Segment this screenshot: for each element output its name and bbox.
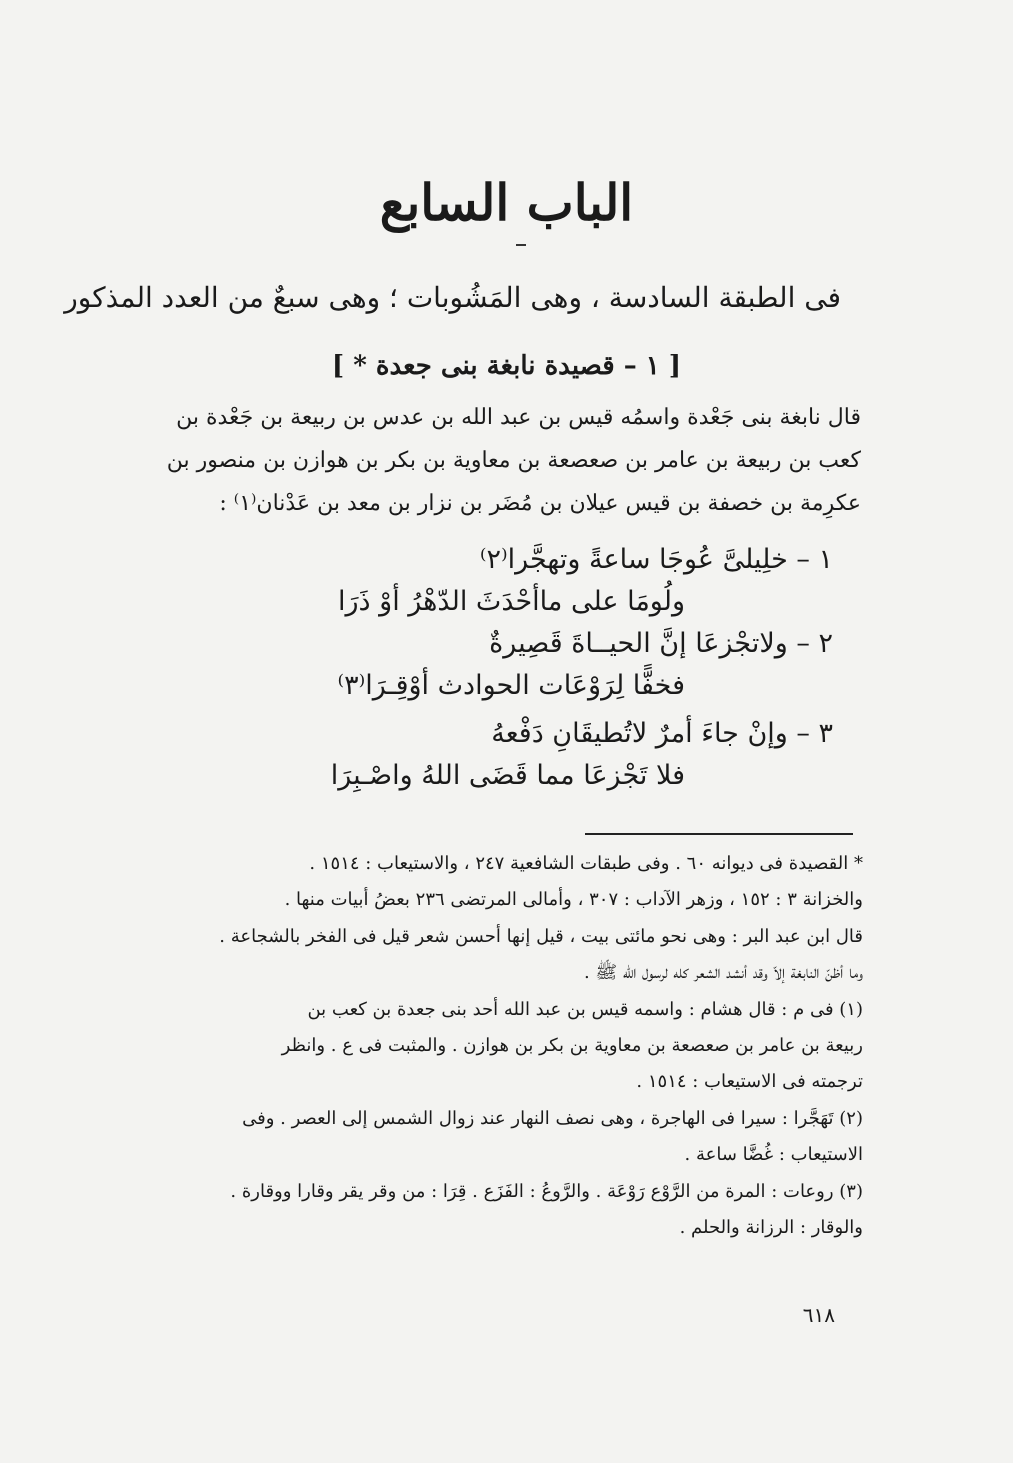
footnote-line: الاستيعاب : غُضَّا ساعة .	[684, 1144, 863, 1166]
verse-1-first-hemistich: ١ – خلِيلىَّ عُوجَا ساعةً وتهجَّرا⁽٢⁾	[479, 544, 833, 575]
footnotes	[147, 846, 863, 1246]
verse-2-second-hemistich: فخفًّا لِرَوْعَات الحوادث أوْقِـرَا⁽٣⁾	[337, 670, 685, 701]
footnote-line: وما أظنّ النابغة إلاّ وقد أنشد الشعر كله لرسول الله ﷺ .	[583, 962, 863, 984]
footnote-line: والخزانة ٣ : ١٥٢ ، وزهر الآداب : ٣٠٧ ، وأمالى المرتضى ٢٣٦ بعضُ أبيات منها .	[284, 889, 863, 911]
intro-line: عكرِمة بن خصفة بن قيس عيلان بن مُضَر بن نزار بن معد بن عَدْنان⁽١⁾ :	[219, 491, 861, 516]
intro-line: كعب بن ربيعة بن عامر بن صعصعة بن معاوية بن بكر بن هوازن بن منصور بن	[166, 448, 861, 473]
footnote-line: قال ابن عبد البر : وهى نحو مائتى بيت ، قيل إنها أحسن شعر قيل فى الفخر بالشجاعة .	[219, 925, 863, 947]
chapter-title: الباب السابع	[379, 173, 634, 232]
footnote-line: (١) فى م : قال هشام : واسمه قيس بن عبد الله أحد بنى جعدة بن كعب بن	[307, 998, 863, 1020]
poem-heading: [ ١ – قصيدة نابغة بنى جعدة * ]	[331, 351, 682, 381]
intro-paragraph	[145, 396, 861, 525]
verse-3-first-hemistich: ٣ – وإنْ جاءَ أمرٌ لاتُطيقَانِ دَفْعهُ	[491, 718, 833, 749]
verse-1-second-hemistich: ولُومَا على ماأحْدَثَ الدّهْرُ أوْ ذَرَا	[338, 586, 685, 617]
footnote-divider	[585, 833, 853, 835]
footnote-line: (٢) تَهَجَّرا : سيرا فى الهاجرة ، وهى نصف النهار عند زوال الشمس إلى العصر . وفى	[242, 1107, 863, 1129]
title-ornament	[516, 244, 526, 246]
verse-3-second-hemistich: فلا تَجْزعَا مما قَضَى اللهُ واصْـبِرَا	[330, 760, 685, 791]
intro-line: قال نابغة بنى جَعْدة واسمُه قيس بن عبد الله بن عدس بن ربيعة بن جَعْدة بن	[176, 405, 861, 430]
page-number: ٦١٨	[802, 1303, 835, 1327]
footnote-line: ربيعة بن عامر بن صعصعة بن معاوية بن بكر بن هوازن . والمثبت فى ع . وانظر	[281, 1035, 863, 1057]
footnote-line: ترجمته فى الاستيعاب : ١٥١٤ .	[636, 1071, 863, 1093]
footnote-line: * القصيدة فى ديوانه ٦٠ . وفى طبقات الشافعية ٢٤٧ ، والاستيعاب : ١٥١٤ .	[309, 853, 863, 874]
footnote-line: والوقار : الرزانة والحلم .	[679, 1217, 863, 1239]
verse-2-first-hemistich: ٢ – ولاتجْزعَا إنَّ الحيــاةَ قَصِيرةٌ	[489, 628, 833, 659]
chapter-subtitle: فى الطبقة السادسة ، وهى المَشُوبات ؛ وهى سبعٌ من العدد المذكور	[64, 281, 841, 314]
footnote-line: (٣) روعات : المرة من الرَّوْع رَوْعَة . والرَّوعُ : الفَزَع . قِرَا : من وقر يقر وقارا ووقارة .	[230, 1180, 863, 1202]
